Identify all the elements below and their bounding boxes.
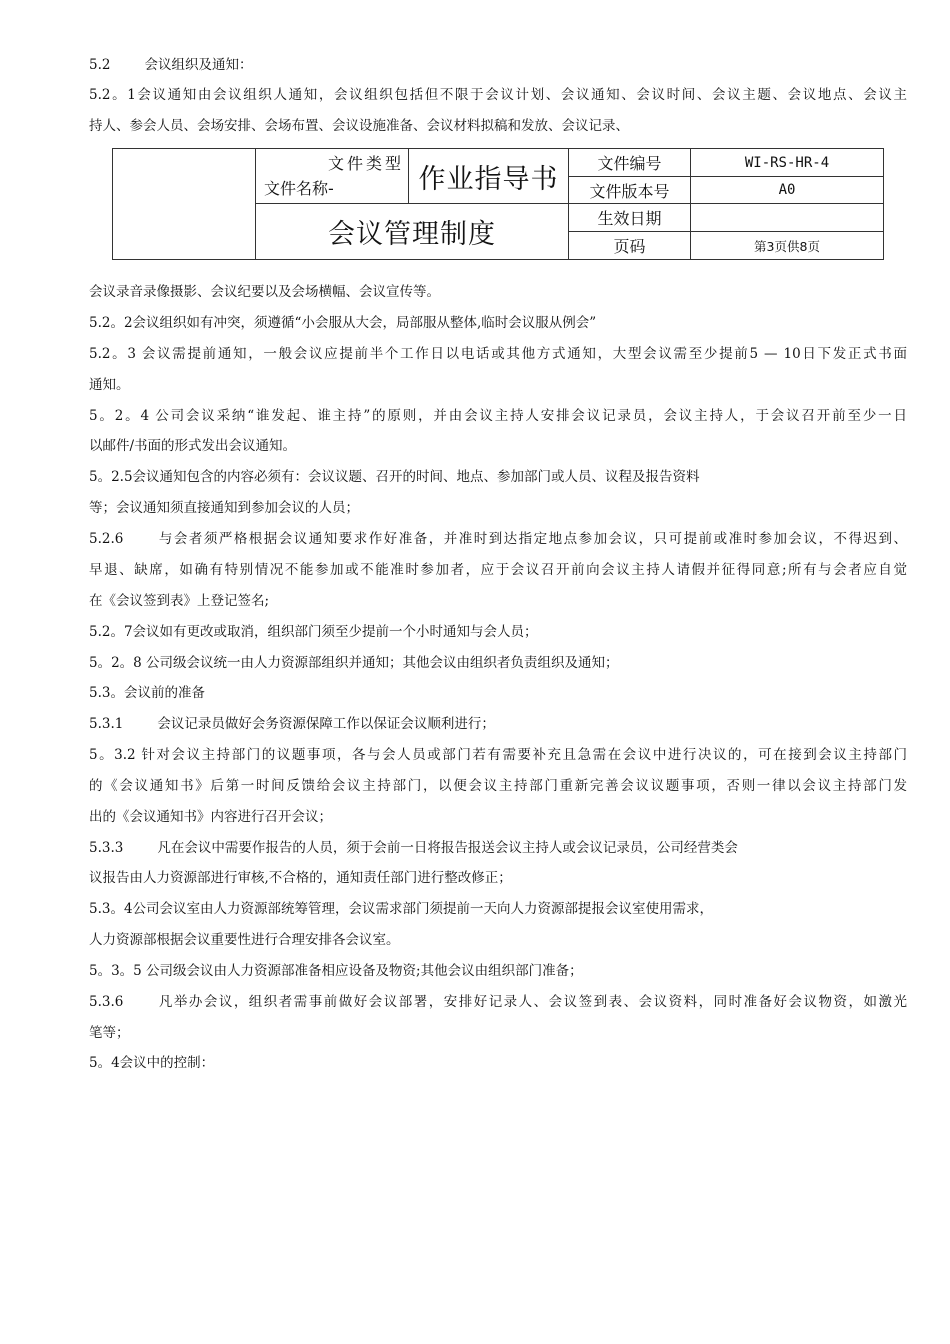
file-type-name-cell: [256, 149, 409, 204]
paragraph-line: 的《会议通知书》后第一时间反馈给会议主持部门，以便会议主持部门重新完善会议议题事项，否则一律以会议主持部门发: [89, 778, 907, 794]
paragraph-line: 5。2.5会议通知包含的内容必须有：会议议题、召开的时间、地点、参加部门或人员、议程及报告资料: [89, 469, 700, 485]
file-name-label: 文件名称-: [264, 179, 334, 198]
document-title: 会议管理制度: [256, 204, 569, 260]
logo-cell: [113, 149, 256, 260]
page-label: 页码: [569, 232, 691, 260]
paragraph-line: 人力资源部根据会议重要性进行合理安排各会议室。: [89, 932, 400, 948]
paragraph-line: 5.2.6 与会者须严格根据会议通知要求作好准备，并准时到达指定地点参加会议，只可提前或准时参加会议，不得迟到、: [89, 531, 907, 547]
effective-date-label: 生效日期: [569, 204, 691, 232]
paragraph-line: 等；会议通知须直接通知到参加会议的人员；: [89, 500, 359, 516]
paragraph-line: 5.2。3 会议需提前通知，一般会议应提前半个工作日以电话或其他方式通知，大型会议需至少提前5 — 10日下发正式书面: [89, 346, 907, 362]
document-header-table: [112, 148, 884, 260]
file-type-value: 作业指导书: [409, 149, 569, 204]
section-heading-5-3: 5.3。会议前的准备: [89, 685, 205, 701]
paragraph-line: 5.3.6 凡举办会议，组织者需事前做好会议部署，安排好记录人、会议签到表、会议资料，同时准备好会议物资，如激光: [89, 994, 907, 1010]
effective-date-value: [691, 204, 884, 232]
paragraph-line: 早退、缺席，如确有特别情况不能参加或不能准时参加者，应于会议召开前向会议主持人请假并征得同意;所有与会者应自觉: [89, 562, 907, 578]
paragraph-line: 5.3.1 会议记录员做好会务资源保障工作以保证会议顺利进行；: [89, 716, 495, 732]
paragraph-line: 5.2。2会议组织如有冲突，须遵循“小会服从大会，局部服从整体,临时会议服从例会”: [89, 315, 597, 331]
version-value: A0: [691, 177, 884, 204]
file-type-label: 文件类型: [327, 154, 404, 173]
doc-number-label: 文件编号: [569, 149, 691, 177]
paragraph-line: 5.2。1会议通知由会议组织人通知，会议组织包括但不限于会议计划、会议通知、会议时间、会议主题、会议地点、会议主: [89, 87, 907, 103]
section-heading-5-2: 5.2 会议组织及通知：: [89, 57, 253, 73]
paragraph-line: 笔等；: [89, 1025, 130, 1041]
paragraph-line: 5.3。4公司会议室由人力资源部统筹管理，会议需求部门须提前一天向人力资源部提报会议室使用需求，: [89, 901, 714, 917]
paragraph-line: 通知。: [89, 377, 130, 393]
doc-number-value: WI-RS-HR-4: [691, 149, 884, 177]
paragraph-line: 会议录音录像摄影、会议纪要以及会场横幅、会议宣传等。: [89, 284, 440, 300]
paragraph-line: 出的《会议通知书》内容进行召开会议；: [89, 809, 332, 825]
paragraph-line: 持人、参会人员、会场安排、会场布置、会议设施准备、会议材料拟稿和发放、会议记录、: [89, 118, 629, 134]
paragraph-line: 5。3.2 针对会议主持部门的议题事项，各与会人员或部门若有需要补充且急需在会议中进行决议的，可在接到会议主持部门: [89, 747, 907, 763]
version-label: 文件版本号: [569, 177, 691, 204]
paragraph-line: 5。3。5 公司级会议由人力资源部准备相应设备及物资;其他会议由组织部门准备；: [89, 963, 583, 979]
section-heading-5-4: 5。4会议中的控制：: [89, 1055, 215, 1071]
paragraph-line: 5。2。4 公司会议采纳“谁发起、谁主持”的原则，并由会议主持人安排会议记录员，会议主持人，于会议召开前至少一日: [89, 408, 907, 424]
paragraph-line: 议报告由人力资源部进行审核,不合格的，通知责任部门进行整改修正；: [89, 870, 512, 886]
paragraph-line: 以邮件/书面的形式发出会议通知。: [89, 438, 297, 454]
paragraph-line: 5.3.3 凡在会议中需要作报告的人员，须于会前一日将报告报送会议主持人或会议记录员，公司经营类会: [89, 840, 738, 856]
page-value: 第3页供8页: [691, 232, 884, 260]
paragraph-line: 5。2。8 公司级会议统一由人力资源部组织并通知；其他会议由组织者负责组织及通知；: [89, 655, 619, 671]
paragraph-line: 在《会议签到表》上登记签名;: [89, 593, 270, 609]
paragraph-line: 5.2。7会议如有更改或取消，组织部门须至少提前一个小时通知与会人员；: [89, 624, 538, 640]
